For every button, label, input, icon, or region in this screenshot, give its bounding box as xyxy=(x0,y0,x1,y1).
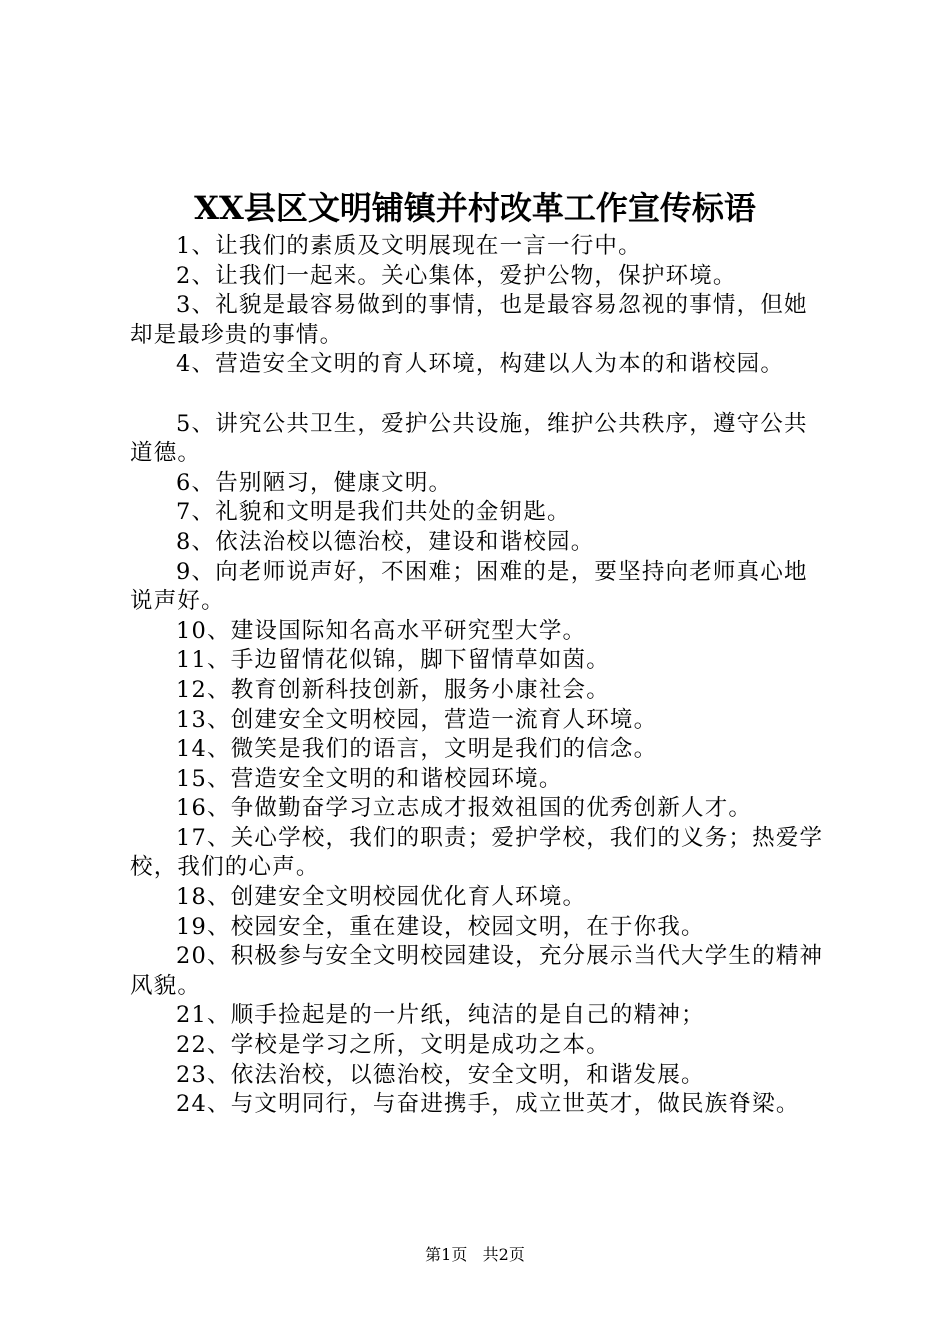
slogan-paragraph: 1、让我们的素质及文明展现在一言一行中。 xyxy=(176,233,642,259)
slogan-paragraph: 4、营造安全文明的育人环境，构建以人为本的和谐校园。 xyxy=(176,351,785,378)
slogan-paragraph: 10、建设国际知名高水平研究型大学。 xyxy=(176,617,587,644)
slogan-paragraph: 5、讲究公共卫生，爱护公共设施，维护公共秩序，遵守公共道德。 xyxy=(130,410,808,467)
slogan-paragraph: 16、争做勤奋学习立志成才报效祖国的优秀创新人才。 xyxy=(176,795,753,822)
slogan-paragraph: 2、让我们一起来。关心集体，爱护公物，保护环境。 xyxy=(176,262,737,289)
slogan-paragraph: 12、教育创新科技创新，服务小康社会。 xyxy=(176,676,610,703)
slogan-paragraph: 11、手边留情花似锦，脚下留情草如茵。 xyxy=(176,647,610,674)
slogan-paragraph: 19、校园安全，重在建设，校园文明，在于你我。 xyxy=(176,913,705,940)
page-total: 共2页 xyxy=(482,1245,525,1264)
slogan-paragraph: 3、礼貌是最容易做到的事情，也是最容易忽视的事情，但她却是最珍贵的事情。 xyxy=(130,292,808,348)
page-number: 第1页 xyxy=(425,1245,468,1264)
slogan-paragraph: 7、礼貌和文明是我们共处的金钥匙。 xyxy=(176,499,571,526)
slogan-paragraph: 18、创建安全文明校园优化育人环境。 xyxy=(176,884,587,911)
slogan-paragraph: 20、积极参与安全文明校园建设，充分展示当代大学生的精神风貌。 xyxy=(130,943,824,999)
slogan-paragraph: 8、依法治校以德治校，建设和谐校园。 xyxy=(176,528,595,555)
slogan-paragraph: 17、关心学校，我们的职责；爱护学校，我们的义务；热爱学校，我们的心声。 xyxy=(130,824,824,881)
document-title: XX县区文明铺镇并村改革工作宣传标语 xyxy=(194,189,756,227)
slogan-paragraph: 6、告别陋习，健康文明。 xyxy=(176,469,453,496)
slogan-paragraph: 23、依法治校，以德治校，安全文明，和谐发展。 xyxy=(176,1061,705,1088)
slogan-paragraph: 21、顺手捡起是的一片纸，纯洁的是自己的精神； xyxy=(176,1002,705,1029)
slogan-paragraph: 15、营造安全文明的和谐校园环境。 xyxy=(176,765,563,792)
document-body xyxy=(130,232,830,1120)
page-footer xyxy=(0,1244,950,1266)
slogan-paragraph: 9、向老师说声好，不困难；困难的是，要坚持向老师真心地说声好。 xyxy=(130,558,808,615)
slogan-paragraph: 14、微笑是我们的语言，文明是我们的信念。 xyxy=(176,736,658,763)
slogan-paragraph: 13、创建安全文明校园，营造一流育人环境。 xyxy=(176,706,658,733)
slogan-paragraph: 22、学校是学习之所，文明是成功之本。 xyxy=(176,1032,610,1059)
slogan-paragraph: 24、与文明同行，与奋进携手，成立世英才，做民族脊梁。 xyxy=(176,1091,800,1118)
